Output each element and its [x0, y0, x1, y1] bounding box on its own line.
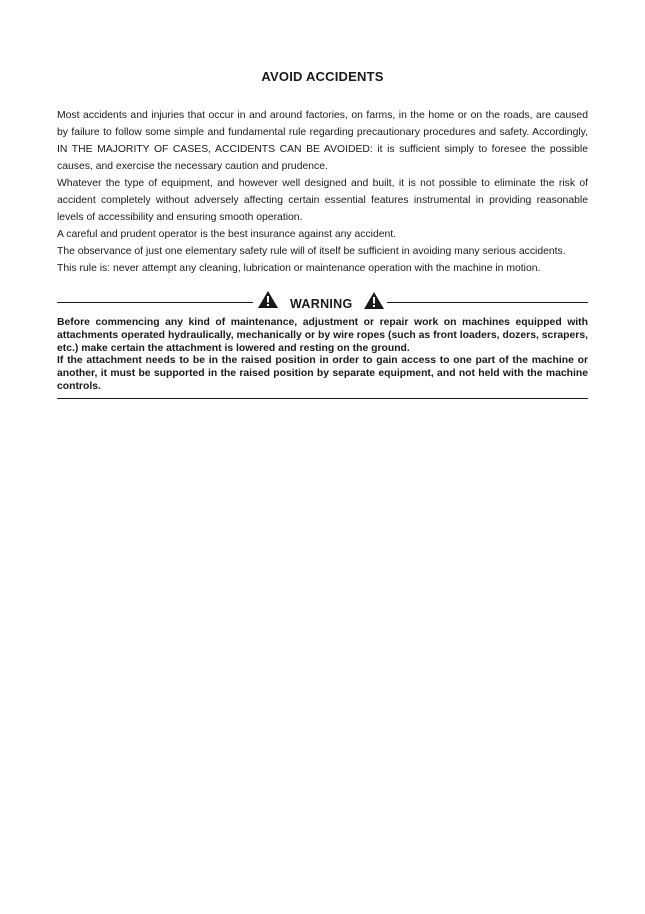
- divider-line: [57, 398, 588, 399]
- page-title: AVOID ACCIDENTS: [261, 69, 384, 84]
- intro-paragraph: Most accidents and injuries that occur in and around factories, on farms, in the home or on the roads, are caused by failure to follow some simple and fundamental rule regarding precautionary procedures and safety. Accordingly, IN THE MAJORITY OF CASES, ACCIDENTS CAN BE AVOIDED: it is sufficient simply to foresee the possible causes, and exercise the necessary caution and prudence.: [57, 110, 588, 172]
- warning-header: [57, 290, 588, 316]
- warning-body: [57, 317, 588, 394]
- warning-triangle-icon: [363, 291, 385, 310]
- intro-paragraph: The observance of just one elementary safety rule will of itself be sufficient in avoiding many serious accidents.: [57, 246, 566, 257]
- warning-paragraph: Before commencing any kind of maintenance, adjustment or repair work on machines equipped with attachments operated hydraulically, mechanically or by wire ropes (such as front loaders, dozers, scrapers, etc.) make certain the attachment is lowered and resting on the ground.: [57, 317, 588, 354]
- warning-paragraph: If the attachment needs to be in the raised position in order to gain access to one part of the machine or another, it must be supported in the raised position by separate equipment, and not held with the machine controls.: [57, 355, 588, 392]
- intro-section: [57, 107, 588, 277]
- divider-line: [387, 302, 588, 303]
- intro-paragraph: Whatever the type of equipment, and however well designed and built, it is not possible to eliminate the risk of accident completely without adversely affecting certain essential features instrumental in providing reasonable levels of accessibility and ensuring smooth operation.: [57, 178, 588, 223]
- intro-paragraph: A careful and prudent operator is the best insurance against any accident.: [57, 229, 397, 240]
- warning-label: WARNING: [290, 297, 353, 311]
- warning-triangle-icon: [257, 290, 279, 309]
- intro-paragraph: This rule is: never attempt any cleaning, lubrication or maintenance operation with the machine in motion.: [57, 263, 541, 274]
- divider-line: [57, 302, 253, 303]
